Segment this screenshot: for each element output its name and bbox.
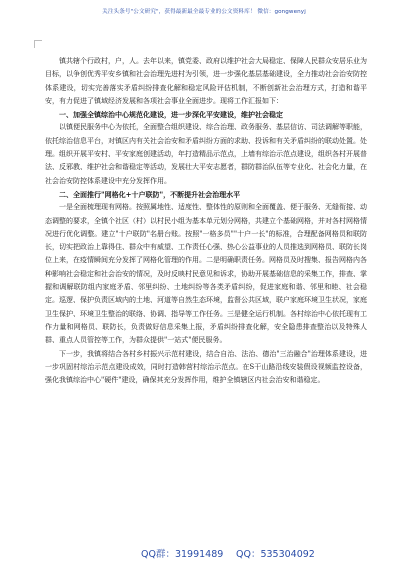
qq-group-number: QQ群：31991489 xyxy=(141,549,224,560)
section-1-paragraph: 以镇便民服务中心为依托，全面整合组织建设、综合治理、政务服务、基层信访、司法调解等职能，依托综治信息平台，对镇区内有关社会治安和矛盾纠纷方面的求助、投诉和有关矛盾纠纷的联动处置。处理。组织开展平安村、平安家庭创建活动，年打造精品示范点，上墙有综治示范点建设，组织各村开展普法、反邪教、维护社会和谐稳定等活动，发展壮大平安志愿者，群防群治队伍等专业化、社会化力量，在社会治安防控体系建设中充分发挥作用。 xyxy=(45,123,367,185)
document-body xyxy=(45,55,367,387)
next-steps-paragraph: 下一步，我镇将结合各村乡村振兴示范村建设，结合自治、法治、德治"三治融合"治理体系建设，进一步巩固村综治示范点建设成效，同时打造韩营村综治示范点。在S干山路沿线安装假设视频监控设备，强化我镇综治中心"硬件"建设，确保其充分发挥作用，维护全镇辖区内社会治安和谐稳定。 xyxy=(45,349,367,385)
intro-paragraph: 镇共辖个行政村，户，人。去年以来，镇党委、政府以维护社会大局稳定、保障人民群众安居乐业为目标，以争创优秀平安乡镇和社会治理先进村为引领，进一步强化基层基础建设，全力推动社会治安防控体系建设，切实完善落实矛盾纠纷排查化解和稳定风险评估机制，不断创新社会治理方式，打造和谐平安，有力促进了镇域经济发展和各项社会事业全面进步。现将工作汇报如下： xyxy=(45,57,367,105)
qq-number: QQ：535304092 xyxy=(236,549,315,560)
promo-banner: 关注头条号"公文研究"，获得最新最全最专业的公文资料库！ 微信：gongwenyj xyxy=(102,9,306,15)
section-heading-1: 一、加强全镇综治中心规范化建设，进一步深化平安建设，维护社会稳定 xyxy=(59,110,283,120)
section-2-paragraph: 一是全面梳理现有网格。按照属地性、适度性、整体性的原则和全面覆盖、便于服务、无缝衔接、动态调整的要求，全镇个社区（村）以村民小组为基本单元划分网格，共建立个基础网格，并对各村网格情况进行优化调整。建立"十户联防"名册台账。按照"一格多员""十户一长"的标准，合理配备网格员和联防长，切实把政治上靠得住、群众中有威望、工作责任心强、热心公益事业的人员推选到网格员、联防长岗位上来，在疫情瞬间充分发挥了网格化管理的作用。二是明确职责任务。网格员及时搜集、报告网格内各种影响社会稳定和社会治安的情况，及时反映村民意见和诉求，协助开展基础信息的采集工作，排查、掌握和调解联防组内家庭矛盾、邻里纠纷、土地纠纷等各类矛盾纠纷，促进家庭和谐、邻里和睦、社会稳定。巡逻、保护负责区域内的土地、河道等自然生态环境，监督公共区域，联户家庭环境卫生状况，家庭卫生保护、环境卫生整治的联络、协调、指导等工作任务。三是健全运行机制。各村综治中心依托现有工作力量和网格员、联防长，负责做好信息采集上报，矛盾纠纷排查化解，安全隐患排查整治以及特殊人群、重点人员管控等工作，为群众提供"一站式"便民服务。 xyxy=(45,203,367,345)
crop-corner-mark xyxy=(34,40,42,48)
section-heading-2: 二、全面推行"网格化+十户联防"，不断提升社会治理水平 xyxy=(59,189,241,199)
